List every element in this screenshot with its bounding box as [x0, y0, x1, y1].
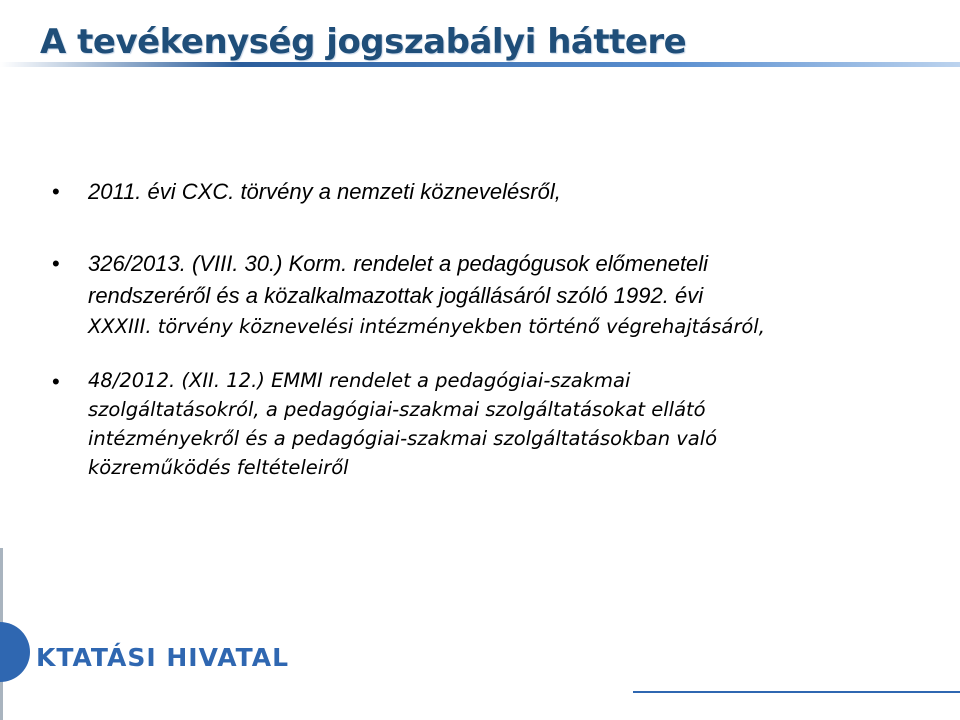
bullet-text [88, 366, 717, 482]
bullet-text [88, 248, 765, 341]
bullet-line: 2011. évi CXC. törvény a nemzeti köznevelésről, [88, 179, 561, 204]
bullet-line: 48/2012. (XII. 12.) EMMI rendelet a pedagógiai-szakmai [88, 369, 631, 392]
bullet-line: rendszeréről és a közalkalmazottak jogállásáról szóló 1992. évi [88, 283, 704, 308]
bullet-line: XXXIII. törvény köznevelési intézményekben történő végrehajtásáról, [88, 315, 765, 338]
bullet-icon: • [52, 369, 60, 394]
bullet-line: közreműködés feltételeiről [88, 456, 349, 479]
bullet-line: szolgáltatásokról, a pedagógiai-szakmai szolgáltatásokat ellátó [88, 398, 706, 421]
bullet-item [52, 248, 932, 341]
bullet-line: 326/2013. (VIII. 30.) Korm. rendelet a pedagógusok előmeneteli [88, 251, 709, 276]
title-underline [0, 62, 960, 67]
logo-text: KTATÁSI HIVATAL [36, 643, 290, 672]
bullet-list [52, 176, 932, 482]
slide-title: A tevékenység jogszabályi háttere [40, 22, 687, 62]
bullet-item [52, 366, 932, 482]
logo-circle-icon [0, 622, 30, 682]
bullet-icon: • [52, 251, 60, 276]
bullet-line: intézményekről és a pedagógiai-szakmai szolgáltatásokban való [88, 427, 718, 450]
footer-divider [633, 691, 960, 693]
bullet-icon: • [52, 179, 60, 204]
bullet-text [88, 176, 561, 208]
bullet-item [52, 176, 932, 208]
